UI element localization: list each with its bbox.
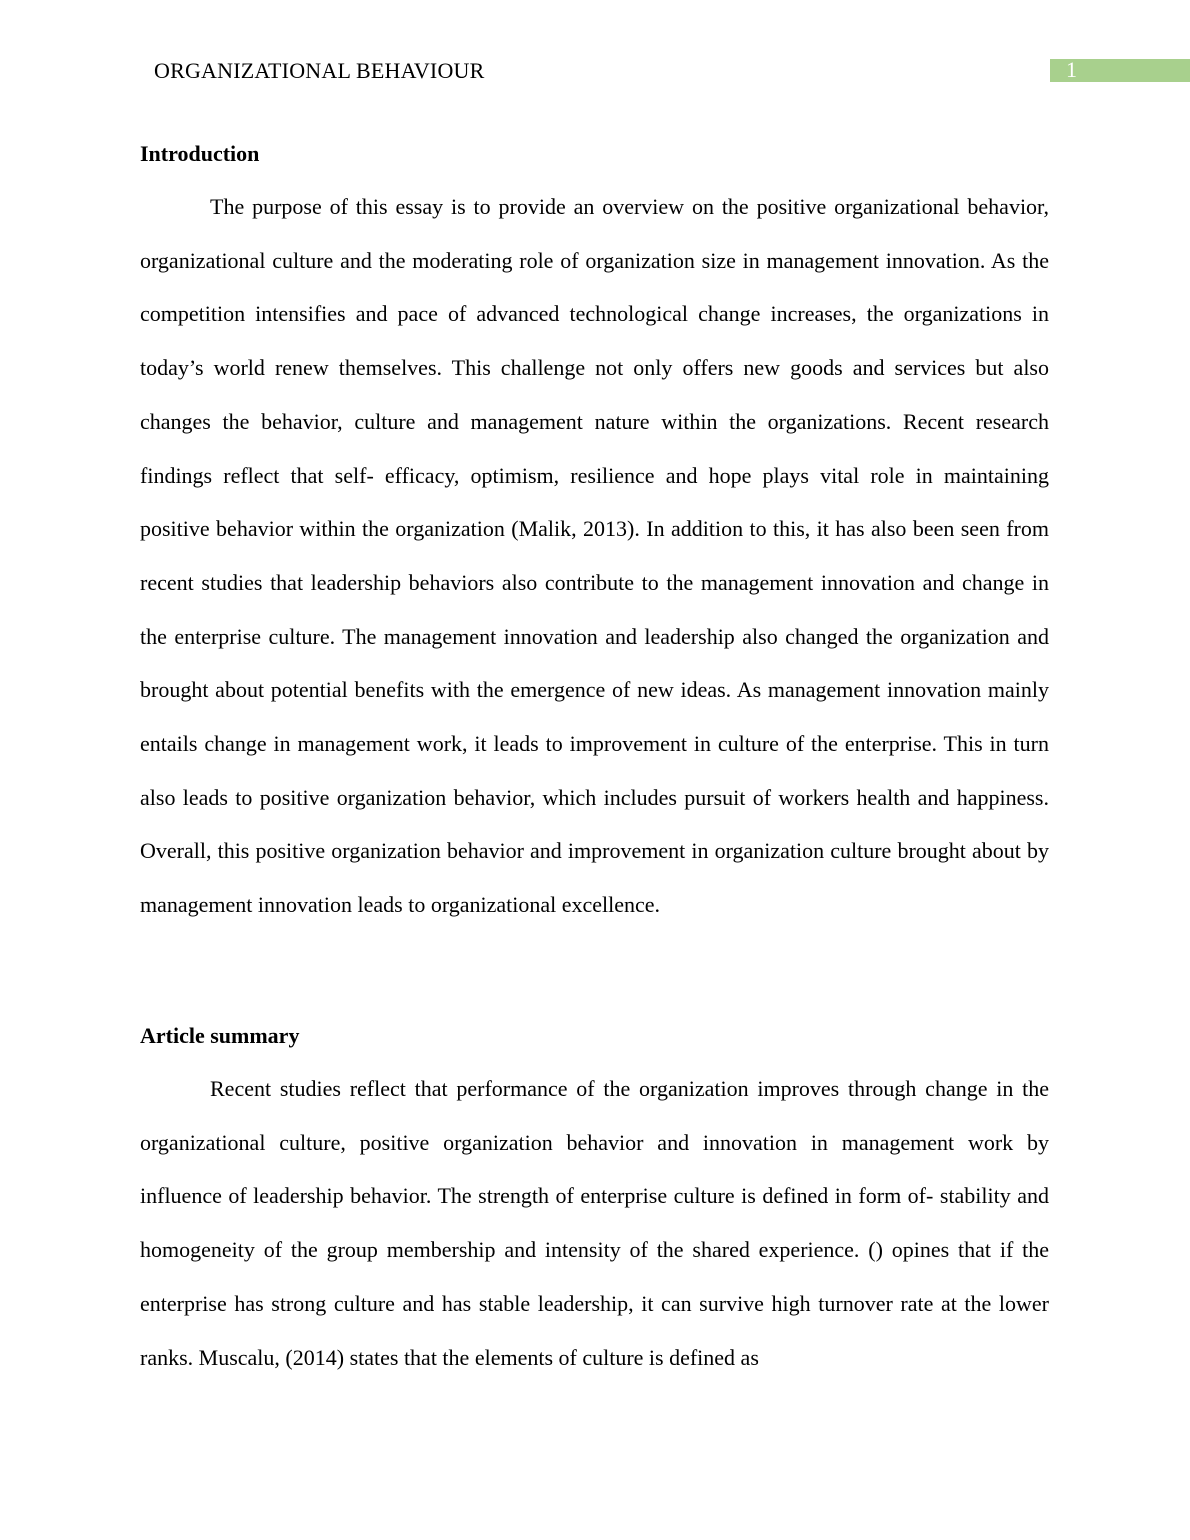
running-head: ORGANIZATIONAL BEHAVIOUR — [154, 58, 485, 83]
section-heading-article-summary: Article summary — [140, 1023, 300, 1048]
section-heading-introduction: Introduction — [140, 141, 260, 166]
article-summary-paragraph: Recent studies reflect that performance of the organization improves through change in the organizational culture, positive organization behavior and innovation in management work by influence of leadership behavior. The strength of enterprise culture is defined in form of- stability and homogeneity of the group membership and intensity of the shared experience. () opines that if the enterprise has strong culture and has stable leadership, it can survive high turnover rate at the lower ranks. Muscalu, (2014) states that the elements of culture is defined as — [140, 1076, 1049, 1370]
page-number: 1 — [1066, 57, 1077, 82]
page-number-bar — [1050, 59, 1190, 82]
introduction-paragraph: The purpose of this essay is to provide an overview on the positive organizational behavior, organizational culture and the moderating role of organization size in management innovation. As the competition intensifies and pace of advanced technological change increases, the organizations in today’s world renew themselves. This challenge not only offers new goods and services but also changes the behavior, culture and management nature within the organizations. Recent research findings reflect that self- efficacy, optimism, resilience and hope plays vital role in maintaining positive behavior within the organization (Malik, 2013). In addition to this, it has also been seen from recent studies that leadership behaviors also contribute to the management innovation and change in the enterprise culture. The management innovation and leadership also changed the organization and brought about potential benefits with the emergence of new ideas. As management innovation mainly entails change in management work, it leads to improvement in culture of the enterprise. This in turn also leads to positive organization behavior, which includes pursuit of workers health and happiness. Overall, this positive organization behavior and improvement in organization culture brought about by management innovation leads to organizational excellence. — [140, 194, 1049, 918]
